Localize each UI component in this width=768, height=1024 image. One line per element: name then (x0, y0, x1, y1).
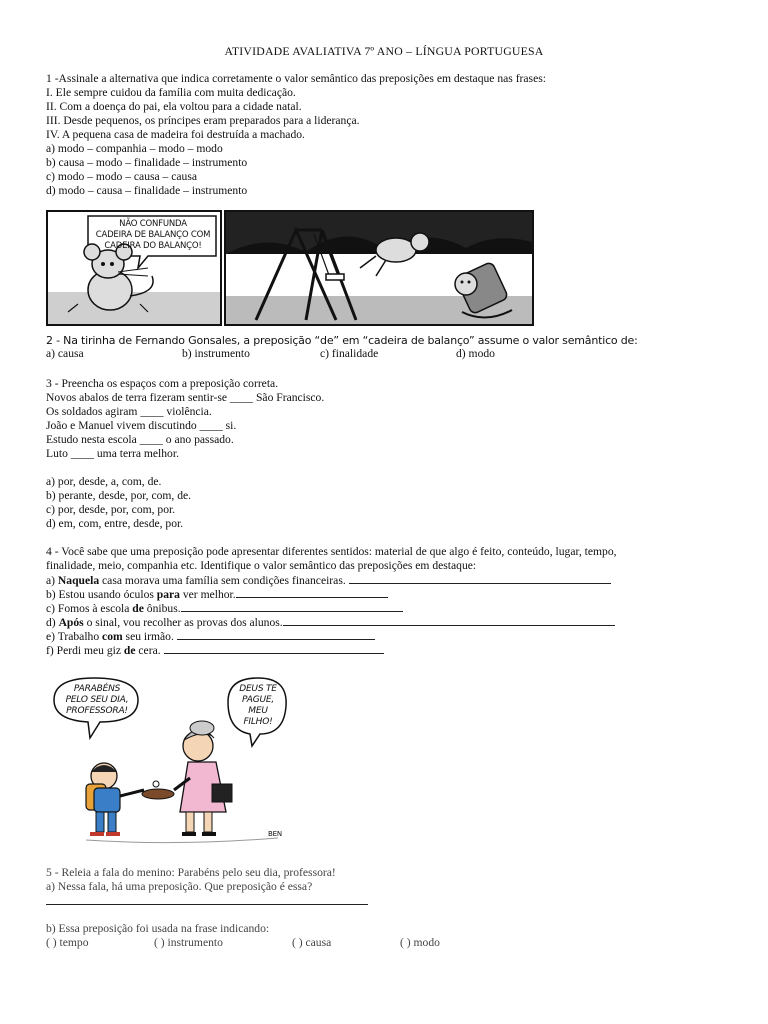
boy-speech-bubble (58, 684, 136, 717)
bubble-line: PELO SEU DIA, (65, 695, 129, 705)
question-4-item-d (46, 615, 615, 630)
question-2-option-a[interactable]: a) causa (46, 347, 84, 360)
highlighted-preposition: de (123, 644, 136, 657)
question-4-item-a (46, 573, 611, 588)
highlighted-preposition: para (156, 588, 180, 601)
question-5-part-b: b) Essa preposição foi usada na frase indicando: (46, 922, 270, 935)
teacher-speech-bubble (232, 684, 284, 728)
question-5-part-a: a) Nessa fala, há uma preposição. Que preposição é essa? (46, 880, 313, 893)
question-5-option-causa[interactable]: ( ) causa (292, 936, 332, 949)
question-4-item-c (46, 601, 403, 616)
question-4-item-e (46, 629, 375, 644)
bubble-line: MEU (248, 706, 268, 716)
item-text: cera. (135, 644, 164, 657)
question-1-sentence: II. Com a doença do pai, ela voltou para a cidade natal. (46, 100, 302, 113)
question-3-sentence: Estudo nesta escola ____ o ano passado. (46, 433, 234, 446)
bubble-line: CADEIRA DE BALANÇO COM (95, 230, 211, 240)
bubble-line: FILHO! (243, 717, 273, 727)
bubble-line: PARABÉNS (73, 684, 121, 694)
question-4-item-b (46, 587, 388, 602)
question-5-option-modo[interactable]: ( ) modo (400, 936, 440, 949)
comic-panel-1 (46, 210, 222, 326)
bubble-line: PAGUE, (241, 695, 275, 705)
question-3-prompt: 3 - Preencha os espaços com a preposição correta. (46, 377, 279, 390)
question-1-option-a[interactable]: a) modo – companhia – modo – modo (46, 142, 223, 155)
bubble-line: DEUS TE (239, 684, 277, 694)
answer-blank[interactable] (236, 587, 388, 598)
question-2-prompt: 2 - Na tirinha de Fernando Gonsales, a preposição “de” em “cadeira de balanço” assume o valor semântico de: (46, 334, 638, 347)
question-1-sentence: III. Desde pequenos, os príncipes eram preparados para a liderança. (46, 114, 360, 127)
bubble-line: PROFESSORA! (66, 706, 128, 716)
question-3-sentence: Novos abalos de terra fizeram sentir-se ____ São Francisco. (46, 391, 325, 404)
question-2-option-d[interactable]: d) modo (456, 347, 495, 360)
item-text: d) (46, 616, 59, 629)
question-5-prompt: 5 - Releia a fala do menino: Parabéns pelo seu dia, professora! (46, 866, 336, 879)
question-4-prompt-line-1: 4 - Você sabe que uma preposição pode apresentar diferentes sentidos: material de que algo é feito, conteúdo, lugar, tempo, (46, 545, 617, 558)
question-1-option-c[interactable]: c) modo – modo – causa – causa (46, 170, 197, 183)
question-1-option-b[interactable]: b) causa – modo – finalidade – instrumento (46, 156, 248, 169)
cartoon-signature: BEN (268, 830, 282, 838)
item-text: ônibus. (143, 602, 181, 615)
question-4-item-f (46, 643, 384, 658)
question-3-option-d[interactable]: d) em, com, entre, desde, por. (46, 517, 184, 530)
answer-blank[interactable] (283, 615, 615, 626)
item-text: ver melhor. (179, 588, 236, 601)
answer-blank[interactable] (46, 904, 368, 905)
page-title: ATIVIDADE AVALIATIVA 7º ANO – LÍNGUA PORTUGUESA (224, 44, 544, 58)
question-3-sentence: Os soldados agiram ____ violência. (46, 405, 212, 418)
question-3-option-a[interactable]: a) por, desde, a, com, de. (46, 475, 162, 488)
question-3-sentence: Luto ____ uma terra melhor. (46, 447, 179, 460)
question-3-option-b[interactable]: b) perante, desde, por, com, de. (46, 489, 192, 502)
question-1-sentence: IV. A pequena casa de madeira foi destruída a machado. (46, 128, 305, 141)
answer-blank[interactable] (181, 601, 403, 612)
bubble-line: CADEIRA DO BALANÇO! (104, 241, 202, 251)
question-1-sentence: I. Ele sempre cuidou da família com muita dedicação. (46, 86, 296, 99)
question-4-prompt-line-2: finalidade, meio, companhia etc. Identifique o valor semântico das preposições em destaque: (46, 559, 477, 572)
answer-blank[interactable] (177, 629, 375, 640)
comic-panel-2 (224, 210, 534, 326)
question-1-prompt: 1 -Assinale a alternativa que indica corretamente o valor semântico das preposições em destaque nas frases: (46, 72, 546, 85)
item-text: e) Trabalho (46, 630, 103, 643)
question-3-option-c[interactable]: c) por, desde, por, com, por. (46, 503, 176, 516)
item-text: a) (46, 574, 58, 587)
question-2-option-b[interactable]: b) instrumento (182, 347, 250, 360)
item-text: c) Fomos à escola (46, 602, 133, 615)
item-text: seu irmão. (122, 630, 177, 643)
comic-1-speech-bubble (92, 219, 214, 252)
teacher-day-cartoon (46, 672, 306, 850)
question-5-option-instrumento[interactable]: ( ) instrumento (154, 936, 223, 949)
question-2-option-c[interactable]: c) finalidade (320, 347, 379, 360)
question-3-sentence: João e Manuel vivem discutindo ____ si. (46, 419, 237, 432)
highlighted-preposition: de (132, 602, 144, 615)
item-text: casa morava uma família sem condições financeiras. (99, 574, 349, 587)
question-1-option-d[interactable]: d) modo – causa – finalidade – instrumento (46, 184, 248, 197)
bubble-line: NÃO CONFUNDA (119, 219, 187, 229)
item-text: b) Estou usando óculos (46, 588, 157, 601)
item-text: f) Perdi meu giz (46, 644, 124, 657)
answer-blank[interactable] (349, 573, 611, 584)
question-5-option-tempo[interactable]: ( ) tempo (46, 936, 89, 949)
answer-blank[interactable] (164, 643, 384, 654)
swing-rocking-chair-illustration (226, 212, 532, 324)
highlighted-preposition: Após (58, 616, 84, 629)
highlighted-preposition: com (102, 630, 123, 643)
highlighted-preposition: Naquela (57, 574, 100, 587)
item-text: o sinal, vou recolher as provas dos alunos. (83, 616, 283, 629)
